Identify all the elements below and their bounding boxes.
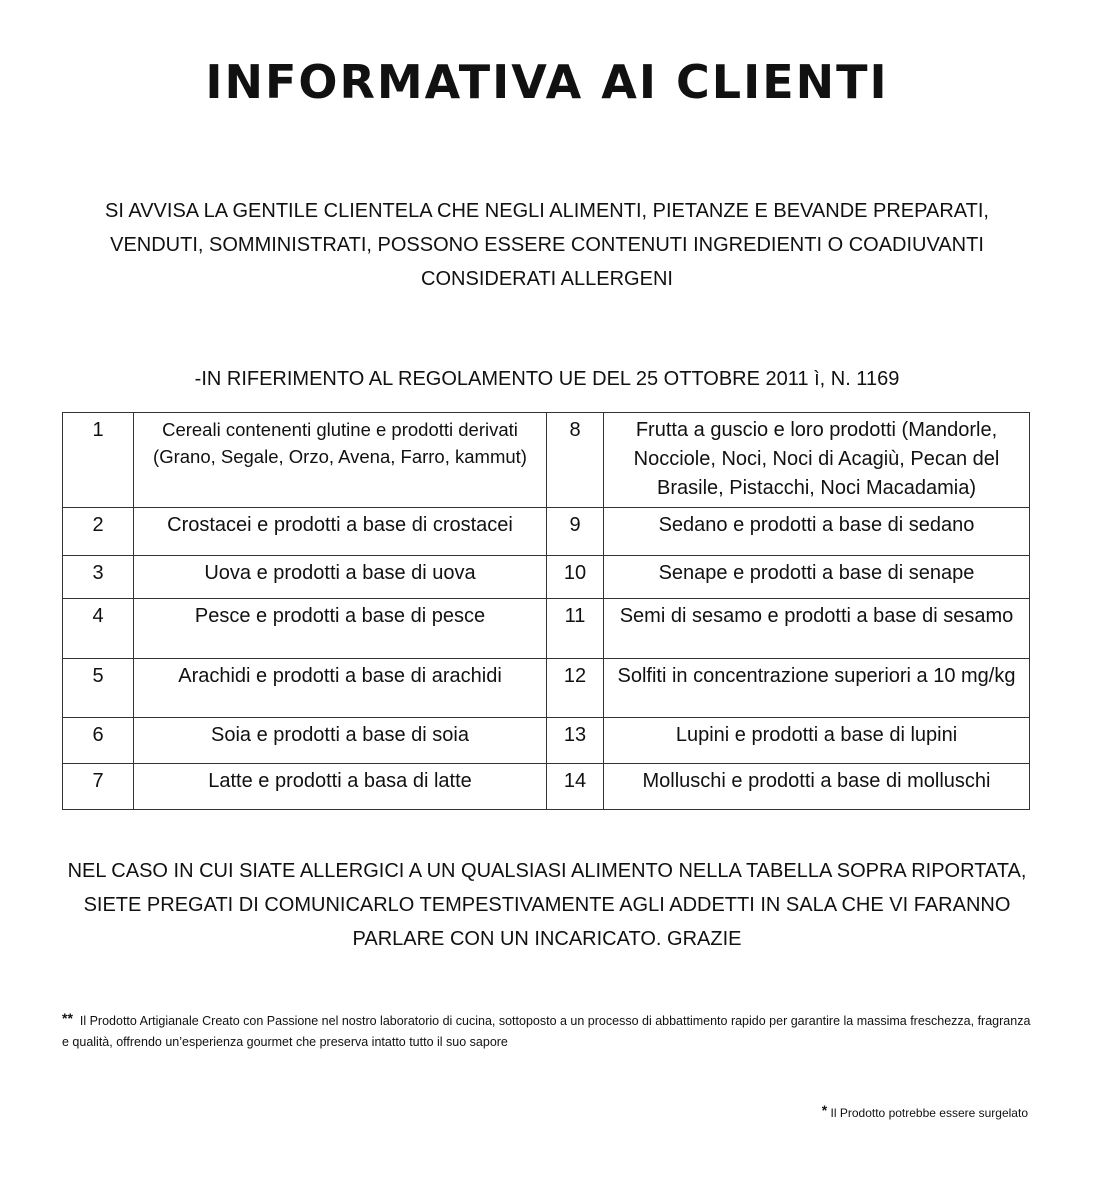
regulation-reference: -IN RIFERIMENTO AL REGOLAMENTO UE DEL 25 OTTOBRE 2011 ì, N. 1169 xyxy=(194,368,900,390)
allergen-description: Cereali contenenti glutine e prodotti derivati (Grano, Segale, Orzo, Avena, Farro, kammut) xyxy=(134,413,547,508)
table-row xyxy=(63,764,1030,810)
allergen-description: Crostacei e prodotti a base di crostacei xyxy=(134,508,547,556)
allergen-description: Arachidi e prodotti a base di arachidi xyxy=(134,659,547,718)
allergen-number: 7 xyxy=(63,764,134,810)
allergen-number: 14 xyxy=(547,764,604,810)
closing-notice: NEL CASO IN CUI SIATE ALLERGICI A UN QUALSIASI ALIMENTO NELLA TABELLA SOPRA RIPORTATA, SIETE PREGATI DI COMUNICARLO TEMPESTIVAMENTE AGLI ADDETTI IN SALA CHE VI FARANNO PARLARE CON UN INCARICATO. GRAZIE xyxy=(67,860,1027,950)
frozen-footnote-text: Il Prodotto potrebbe essere surgelato xyxy=(830,1106,1028,1120)
table-row xyxy=(63,718,1030,764)
allergen-number: 10 xyxy=(547,556,604,599)
allergen-number: 1 xyxy=(63,413,134,508)
allergen-number: 3 xyxy=(63,556,134,599)
allergen-number: 13 xyxy=(547,718,604,764)
allergen-description: Solfiti in concentrazione superiori a 10 mg/kg xyxy=(604,659,1030,718)
allergen-number: 6 xyxy=(63,718,134,764)
table-row xyxy=(63,413,1030,508)
allergen-description: Soia e prodotti a base di soia xyxy=(134,718,547,764)
allergen-number: 11 xyxy=(547,599,604,659)
double-asterisk-mark: ** xyxy=(62,1010,73,1026)
frozen-footnote xyxy=(822,1100,1028,1123)
allergen-number: 12 xyxy=(547,659,604,718)
allergen-number: 4 xyxy=(63,599,134,659)
allergen-number: 5 xyxy=(63,659,134,718)
allergen-description: Pesce e prodotti a base di pesce xyxy=(134,599,547,659)
intro-notice: SI AVVISA LA GENTILE CLIENTELA CHE NEGLI ALIMENTI, PIETANZE E BEVANDE PREPARATI, VENDUTI, SOMMINISTRATI, POSSONO ESSERE CONTENUTI INGREDIENTI O COADIUVANTI CONSIDERATI ALLERGENI xyxy=(105,200,989,290)
allergen-description: Uova e prodotti a base di uova xyxy=(134,556,547,599)
allergen-description: Frutta a guscio e loro prodotti (Mandorle, Nocciole, Noci, Noci di Acagiù, Pecan del Brasile, Pistacchi, Noci Macadamia) xyxy=(604,413,1030,508)
allergen-description: Senape e prodotti a base di senape xyxy=(604,556,1030,599)
table-row xyxy=(63,556,1030,599)
artisanal-footnote xyxy=(62,1008,1032,1053)
page-title: INFORMATIVA AI CLIENTI xyxy=(205,55,889,109)
asterisk-mark: * xyxy=(821,1102,828,1118)
allergen-description: Semi di sesamo e prodotti a base di sesamo xyxy=(604,599,1030,659)
allergen-description: Molluschi e prodotti a base di molluschi xyxy=(604,764,1030,810)
table-row xyxy=(63,659,1030,718)
allergen-description: Lupini e prodotti a base di lupini xyxy=(604,718,1030,764)
artisanal-footnote-text: Il Prodotto Artigianale Creato con Passione nel nostro laboratorio di cucina, sottoposto a un processo di abbattimento rapido per garantire la massima freschezza, fragranza e qualità, offrendo un’esperienza gourmet che preserva intatto tutto il suo sapore xyxy=(62,1014,1031,1049)
table-row xyxy=(63,508,1030,556)
allergen-description: Sedano e prodotti a base di sedano xyxy=(604,508,1030,556)
allergens-table xyxy=(62,412,1030,810)
allergen-number: 8 xyxy=(547,413,604,508)
allergen-number: 2 xyxy=(63,508,134,556)
allergen-number: 9 xyxy=(547,508,604,556)
table-row xyxy=(63,599,1030,659)
allergen-description: Latte e prodotti a basa di latte xyxy=(134,764,547,810)
